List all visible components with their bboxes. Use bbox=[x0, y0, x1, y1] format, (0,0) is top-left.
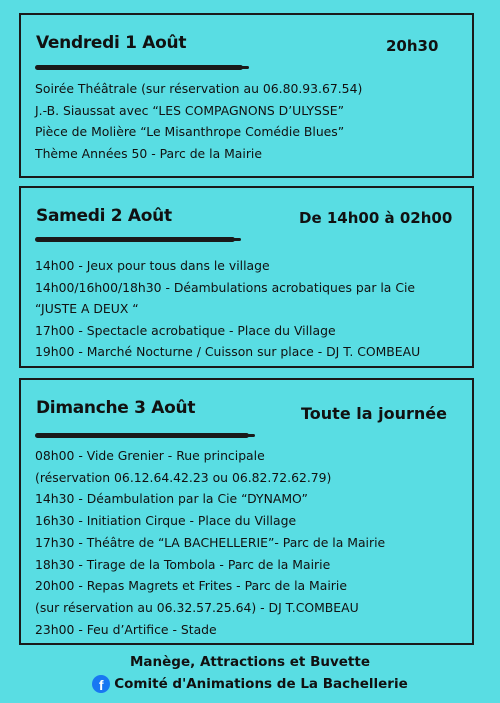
friday-title: Vendredi 1 Août bbox=[36, 33, 187, 53]
program-line: 17h00 - Spectacle acrobatique - Place du Village bbox=[35, 322, 336, 338]
friday-section bbox=[19, 13, 474, 178]
saturday-section bbox=[19, 186, 474, 368]
program-line: 14h30 - Déambulation par la Cie “DYNAMO” bbox=[35, 491, 308, 507]
friday-program bbox=[35, 78, 466, 164]
program-line: J.-B. Siaussat avec “LES COMPAGNONS D’ULYSSE” bbox=[35, 102, 345, 118]
sunday-title: Dimanche 3 Août bbox=[36, 398, 196, 418]
program-line: 18h30 - Tirage de la Tombola - Parc de la Mairie bbox=[35, 556, 331, 572]
brush-underline bbox=[35, 237, 235, 242]
facebook-icon[interactable]: f bbox=[92, 675, 110, 693]
organizer-name: Comité d'Animations de La Bachellerie bbox=[114, 676, 408, 692]
program-line: 14h00 - Jeux pour tous dans le village bbox=[35, 258, 270, 273]
program-line: 19h00 - Marché Nocturne / Cuisson sur place - DJ T. COMBEAU bbox=[35, 344, 421, 359]
program-line: 16h30 - Initiation Cirque - Place du Village bbox=[35, 513, 297, 529]
footer-organizer[interactable] bbox=[0, 675, 500, 693]
saturday-title: Samedi 2 Août bbox=[36, 206, 172, 226]
saturday-time: De 14h00 à 02h00 bbox=[299, 209, 453, 227]
program-line: 20h00 - Repas Magrets et Frites - Parc de la Mairie bbox=[35, 578, 347, 594]
brush-underline bbox=[35, 433, 249, 438]
sunday-time: Toute la journée bbox=[301, 404, 447, 423]
friday-time: 20h30 bbox=[386, 37, 439, 55]
program-line: Pièce de Molière “Le Misanthrope Comédie Blues” bbox=[35, 124, 345, 139]
saturday-program bbox=[35, 255, 466, 363]
brush-underline bbox=[35, 65, 243, 70]
sunday-program bbox=[35, 445, 466, 640]
sunday-section bbox=[19, 378, 474, 645]
program-line: (réservation 06.12.64.42.23 ou 06.82.72.62.79) bbox=[35, 469, 332, 485]
program-line: Soirée Théâtrale (sur réservation au 06.80.93.67.54) bbox=[35, 81, 363, 96]
program-line: 08h00 - Vide Grenier - Rue principale bbox=[35, 448, 265, 463]
program-line: 14h00/16h00/18h30 - Déambulations acrobatiques par la Cie bbox=[35, 279, 416, 295]
program-line: 17h30 - Théâtre de “LA BACHELLERIE”- Parc de la Mairie bbox=[35, 534, 386, 550]
footer-attractions: Manège, Attractions et Buvette bbox=[129, 654, 370, 670]
program-line: 23h00 - Feu d’Artifice - Stade bbox=[35, 621, 217, 637]
program-line: “JUSTE A DEUX “ bbox=[35, 301, 139, 316]
program-line: (sur réservation au 06.32.57.25.64) - DJ T.COMBEAU bbox=[35, 599, 359, 615]
program-line: Thème Années 50 - Parc de la Mairie bbox=[35, 145, 262, 161]
